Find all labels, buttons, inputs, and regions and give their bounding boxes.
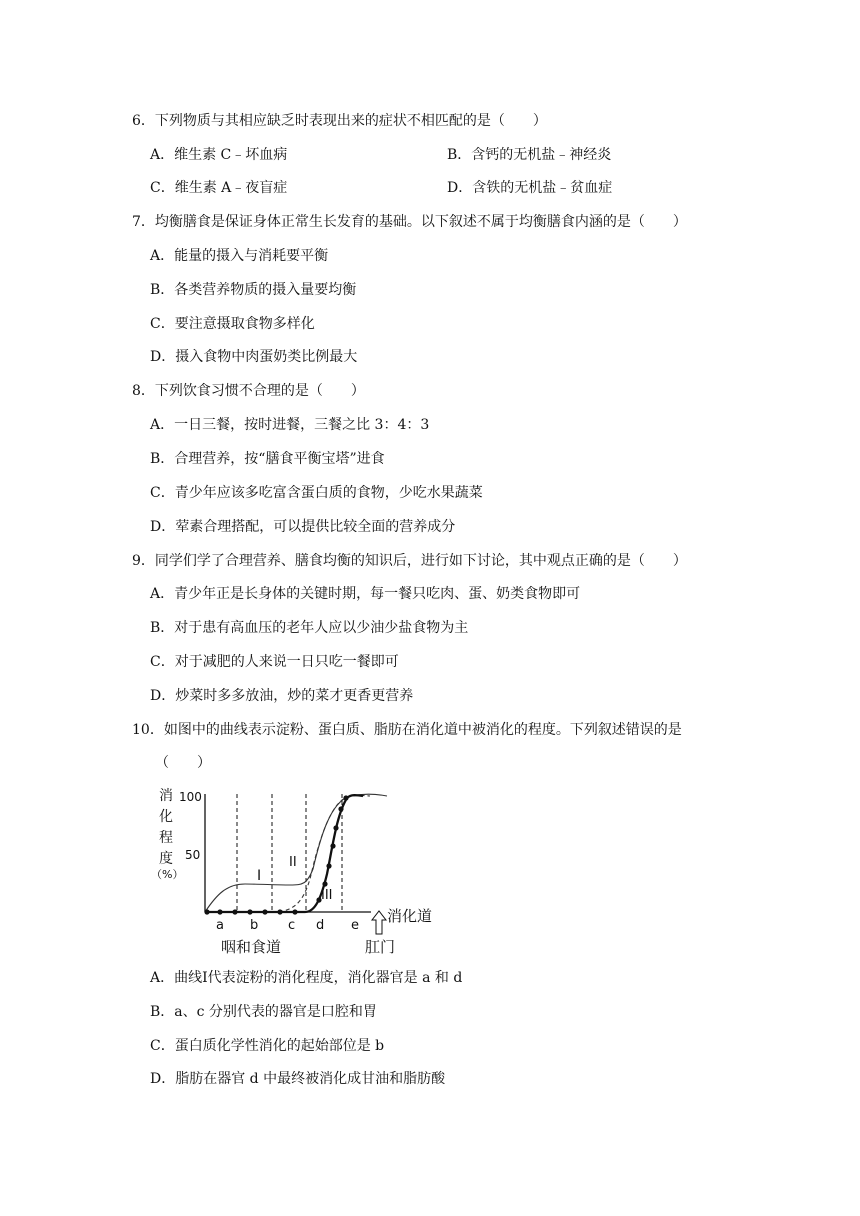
x-letter-c: c [288, 918, 296, 933]
question-9-stem: 9．同学们学了合理营养、膳食均衡的知识后，进行如下讨论，其中观点正确的是（ ） [132, 553, 687, 569]
curve-label-3: III [321, 888, 333, 903]
y-tick-50: 50 [185, 848, 201, 862]
question-8-option-b: B．合理营养，按“膳食平衡宝塔”进食 [150, 451, 385, 467]
question-6-stem: 6．下列物质与其相应缺乏时表现出来的症状不相匹配的是（ ） [132, 113, 547, 129]
anus-arrow-icon [372, 911, 386, 934]
question-10-option-a: A．曲线Ⅰ代表淀粉的消化程度，消化器官是 a 和 d [150, 970, 463, 986]
question-8-stem: 8．下列饮食习惯不合理的是（ ） [132, 383, 365, 399]
question-9-option-d: D．炒菜时多多放油，炒的菜才更香更营养 [150, 688, 414, 704]
question-10-option-c: C．蛋白质化学性消化的起始部位是 b [150, 1038, 385, 1054]
ylabel-char-2: 化 [159, 809, 173, 825]
ylabel-unit: （%） [151, 868, 184, 881]
curve-label-1: I [257, 868, 262, 884]
question-7-option-d: D．摄入食物中肉蛋奶类比例最大 [150, 349, 358, 365]
question-6-option-a: A．维生素 C﹣坏血病 [150, 147, 288, 163]
x-axis-label: 消化道 [387, 907, 433, 925]
question-8-option-a: A．一日三餐，按时进餐，三餐之比 3：4：3 [150, 417, 430, 433]
ylabel-char-1: 消 [159, 788, 173, 804]
ylabel-char-3: 程 [159, 830, 173, 846]
question-6-option-d: D．含铁的无机盐﹣贫血症 [447, 180, 613, 196]
ylabel-char-4: 度 [159, 851, 173, 867]
curve-3 [205, 795, 363, 912]
question-10-option-d: D．脂肪在器官 d 中最终被消化成甘油和脂肪酸 [150, 1071, 446, 1087]
bottom-label-anus: 肛门 [365, 938, 396, 956]
question-10-stem: 10．如图中的曲线表示淀粉、蛋白质、脂肪在消化道中被消化的程度。下列叙述错误的是 [132, 722, 682, 738]
question-6-option-c: C．维生素 A﹣夜盲症 [150, 180, 288, 196]
question-7-stem: 7．均衡膳食是保证身体正常生长发育的基础。以下叙述不属于均衡膳食内涵的是（ ） [132, 214, 687, 230]
question-9-option-b: B．对于患有高血压的老年人应以少油少盐食物为主 [150, 620, 469, 636]
question-8-option-d: D．荤素合理搭配，可以提供比较全面的营养成分 [150, 519, 456, 535]
question-10-option-b: B．a、c 分别代表的器官是口腔和胃 [150, 1004, 377, 1020]
x-letter-e: e [351, 918, 359, 933]
question-8-option-c: C．青少年应该多吃富含蛋白质的食物，少吃水果蔬菜 [150, 485, 483, 501]
bottom-label-pharynx-esophagus: 咽和食道 [221, 938, 282, 956]
x-letter-d: d [316, 918, 325, 933]
question-7-option-c: C．要注意摄取食物多样化 [150, 316, 315, 332]
x-letter-b: b [250, 918, 259, 933]
digestion-diagram [151, 784, 440, 959]
question-6-option-b: B．含钙的无机盐﹣神经炎 [447, 147, 612, 163]
y-tick-100: 100 [179, 790, 202, 804]
question-7-option-b: B．各类营养物质的摄入量要均衡 [150, 282, 357, 298]
x-letter-a: a [216, 918, 224, 933]
question-9-option-a: A．青少年正是长身体的关键时期，每一餐只吃肉、蛋、奶类食物即可 [150, 586, 581, 602]
curve-1 [205, 794, 387, 912]
question-10-answer-blank: （ ） [155, 755, 211, 771]
question-7-option-a: A．能量的摄入与消耗要平衡 [150, 248, 329, 264]
question-9-option-c: C．对于减肥的人来说一日只吃一餐即可 [150, 654, 399, 670]
curve-label-2: II [289, 855, 297, 870]
